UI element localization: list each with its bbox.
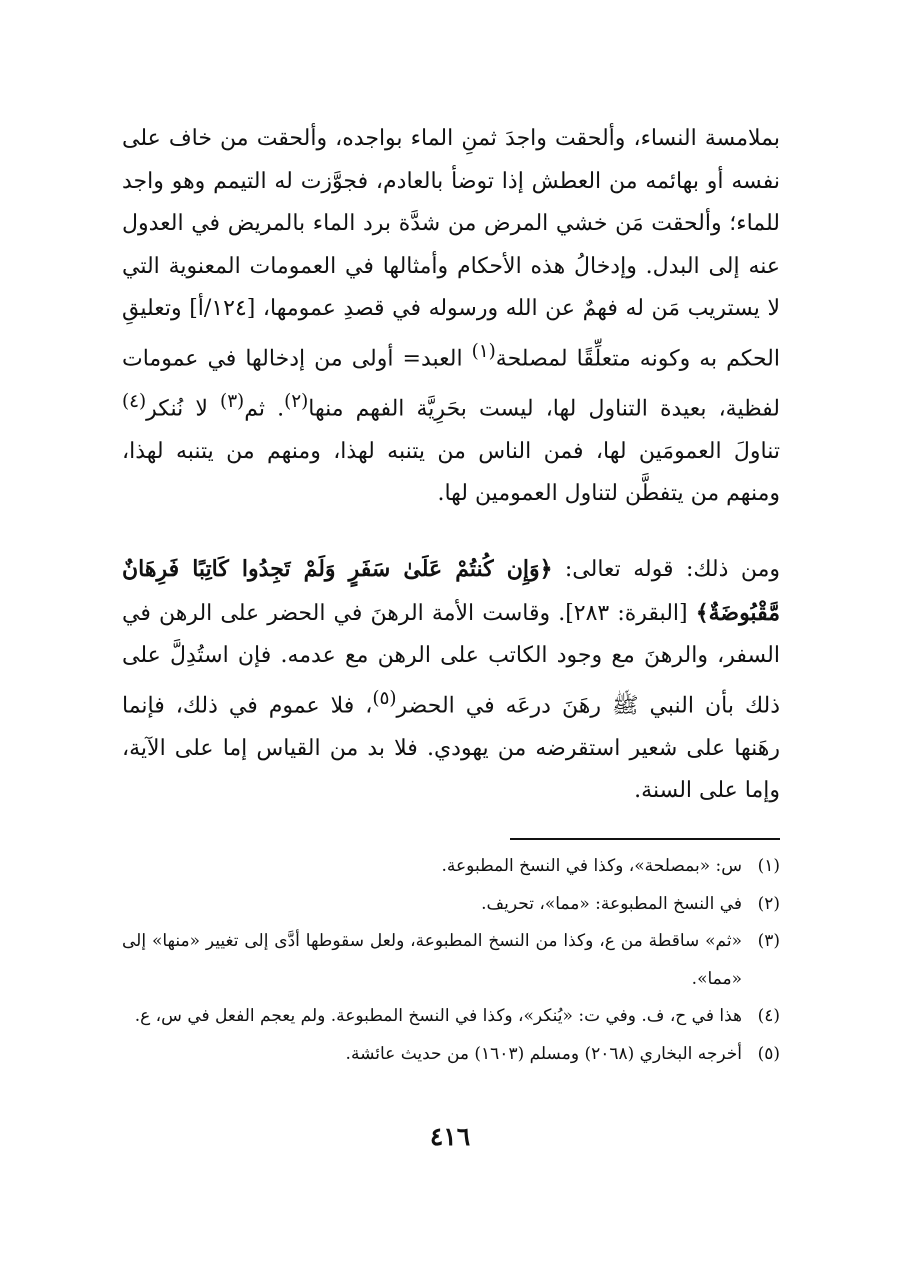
page-number: ٤١٦ xyxy=(429,1122,471,1151)
footnote-number: (٥) xyxy=(757,1043,780,1064)
footnote-text: «ثم» ساقطة من ع، وكذا من النسخ المطبوعة، ولعل سقوطها أدَّى إلى تغيير «منها» إلى «مما». xyxy=(122,931,742,989)
footnote-number: (٢) xyxy=(757,893,780,914)
quran-verse: ﴿وَإِن كُنتُمْ عَلَىٰ سَفَرٍ وَلَمْ تَجِدُوا كَاتِبًا فَرِهَانٌ مَّقْبُوضَةٌ﴾ xyxy=(122,556,780,626)
footnote-ref-3: (٣) xyxy=(220,390,245,412)
body-paragraph-1 xyxy=(122,118,780,516)
footnote-ref-5: (٥) xyxy=(372,687,397,709)
footnote-number: (٣) xyxy=(757,931,780,951)
body-paragraph-2 xyxy=(122,548,780,813)
footnote-number: (١) xyxy=(757,856,780,876)
footnote-text: هذا في ح، ف. وفي ت: «يُنكر»، وكذا في النسخ المطبوعة. ولم يعجم الفعل في س، ع. xyxy=(134,1006,742,1026)
paragraph-1-text-a: بملامسة النساء، وألحقت واجدَ ثمنِ الماء بواجده، وألحقت من خاف على نفسه أو بهائمه من العطش إذا توضأ بالعادم، فجوَّزت له التيمم وهو واجد للماء؛ وألحقت مَن خشي المرض من شدَّة برد الماء بالمريض في العدول عنه إلى البدل. وإدخالُ هذه الأحكام وأمثالها في العمومات المعنوية التي لا يستريب مَن له فهمٌ عن الله ورسوله في قصدِ عمومها، [١٢٤/أ] وتعليقِ الحكم به وكونه متعلِّقًا لمصلحة xyxy=(122,126,780,372)
footnote-3 xyxy=(122,923,780,998)
footnote-2 xyxy=(122,886,780,924)
footnote-divider xyxy=(510,838,780,840)
footnote-ref-2: (٢) xyxy=(284,390,309,412)
paragraph-1-text-d: لا نُنكر xyxy=(146,396,221,422)
footnote-ref-4: (٤) xyxy=(122,390,147,412)
footnote-5 xyxy=(122,1036,780,1074)
paragraph-2-text-a: ومن ذلك: قوله تعالى: xyxy=(552,557,780,582)
footnote-text: في النسخ المطبوعة: «مما»، تحريف. xyxy=(481,893,742,914)
paragraph-2-text-c: ، فلا عموم في ذلك، فإنما رهَنها على شعير استقرضه من يهودي. فلا بد من القياس إما على الآية، وإما على السنة. xyxy=(122,693,780,804)
footnote-text: س: «بمصلحة»، وكذا في النسخ المطبوعة. xyxy=(441,856,742,876)
paragraph-1-text-e: تناولَ العمومَين لها، فمن الناس من يتنبه لهذا، ومنهم من يتنبه لهذا، ومنهم من يتفطَّن لتناول العمومين لها. xyxy=(122,438,780,507)
paragraph-1-text-b: العبد= أولى من إدخالها في عمومات لفظية، بعيدة التناول لها، ليست بحَرِيَّة الفهم منها xyxy=(122,346,780,422)
paragraph-2-text-b: [البقرة: ٢٨٣]. وقاست الأمة الرهنَ في الحضر على الرهن في السفر، والرهنَ مع وجود الكاتب على الرهن مع عدمه. فإن استُدِلَّ على ذلك بأن النبي ﷺ رهَنَ درعَه في الحضر xyxy=(122,600,780,719)
footnote-ref-1: (١) xyxy=(471,340,496,362)
footnote-4 xyxy=(122,998,780,1036)
footnote-text: أخرجه البخاري (٢٠٦٨) ومسلم (١٦٠٣) من حديث عائشة. xyxy=(345,1043,742,1064)
footnotes-section xyxy=(122,848,780,1073)
footnote-1 xyxy=(122,848,780,886)
paragraph-1-text-c: . ثم xyxy=(244,396,285,422)
footnote-number: (٤) xyxy=(757,1006,780,1026)
